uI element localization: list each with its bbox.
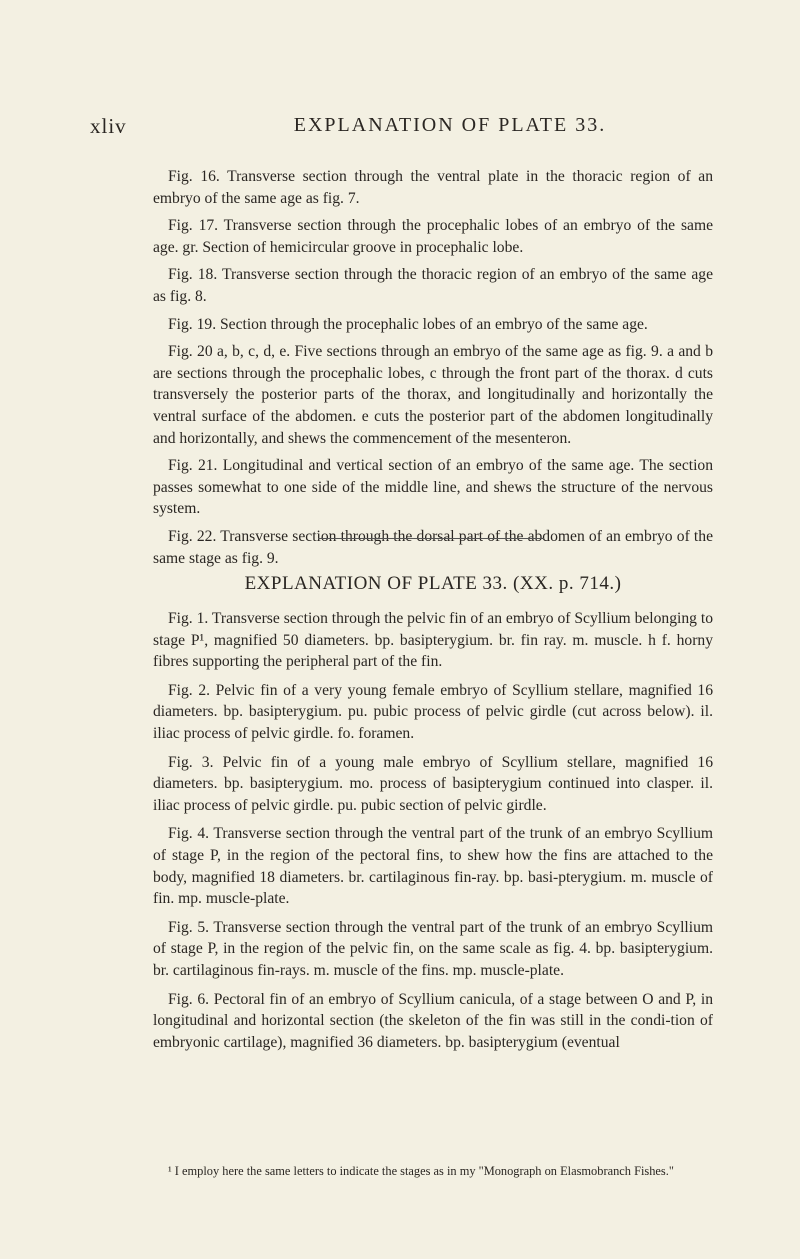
figure-caption: Fig. 5. Transverse section through the ventral part of the trunk of an embryo Scyllium of stage P, in the region of the pelvic fin, on the same scale as fig. 4. bp. basipterygium. br. cartilaginous fin-rays. m. muscle of the fins. mp. muscle-plate. <box>153 918 713 979</box>
page-number: xliv <box>90 114 127 138</box>
plate-33-figures <box>153 608 713 1060</box>
section-divider <box>318 538 544 539</box>
figure-caption: Fig. 17. Transverse section through the procephalic lobes of an embryo of the same age. gr. Section of hemicircular groove in procephalic lobe. <box>153 217 713 256</box>
figure-caption: Fig. 3. Pelvic fin of a young male embryo of Scyllium stellare, magnified 16 diameters. bp. basipterygium. mo. process of basipterygium continued into clasper. il. iliac process of pelvic girdle. pu. pubic section of pelvic girdle. <box>153 753 713 814</box>
figure-caption: Fig. 18. Transverse section through the thoracic region of an embryo of the same age as fig. 8. <box>153 266 713 305</box>
figure-caption: Fig. 22. Transverse section through the dorsal part of the abdomen of an embryo of the same stage as fig. 9. <box>153 527 713 567</box>
running-head <box>90 114 710 144</box>
section-title: EXPLANATION OF PLATE 33. (XX. p. 714.) <box>244 573 622 594</box>
figure-caption: Fig. 19. Section through the procephalic lobes of an embryo of the same age. <box>168 315 648 333</box>
previous-plate-figures <box>153 166 713 575</box>
running-title: EXPLANATION OF PLATE 33. <box>293 114 607 136</box>
figure-caption: Fig. 16. Transverse section through the ventral plate in the thoracic region of an embryo of the same age as fig. 7. <box>153 168 713 207</box>
figure-caption: Fig. 20 a, b, c, d, e. Five sections through an embryo of the same age as fig. 9. a and b are sections through the procephalic lobes, c through the front part of the thorax. d cuts transversely the posterior parts of the thorax, and longitudinally and horizontally the ventral surface of the abdomen. e cuts the posterior part of the abdomen longitudinally and horizontally, and shews the commencement of the mesenteron. <box>153 343 713 447</box>
figure-caption: Fig. 4. Transverse section through the ventral part of the trunk of an embryo Scyllium of stage P, in the region of the pectoral fins, to shew how the fins are attached to the body, magnified 18 diameters. br. cartilaginous fin-ray. bp. basi-pterygium. m. muscle of fin. mp. muscle-plate. <box>153 825 713 908</box>
footnote: ¹ I employ here the same letters to indicate the stages as in my "Monograph on Elasmobranch Fishes." <box>168 1164 674 1178</box>
figure-caption: Fig. 21. Longitudinal and vertical section of an embryo of the same age. The section passes somewhat to one side of the middle line, and shews the structure of the nervous system. <box>153 457 713 518</box>
figure-caption: Fig. 2. Pelvic fin of a very young female embryo of Scyllium stellare, magnified 16 diameters. bp. basipterygium. pu. pubic process of pelvic girdle (cut across below). il. iliac process of pelvic girdle. fo. foramen. <box>153 681 713 742</box>
figure-caption: Fig. 6. Pectoral fin of an embryo of Scyllium canicula, of a stage between O and P, in longitudinal and horizontal section (the skeleton of the fin was still in the condi-tion of embryonic cartilage), magnified 36 diameters. bp. basipterygium (eventual <box>153 990 713 1051</box>
figure-caption: Fig. 1. Transverse section through the pelvic fin of an embryo of Scyllium belonging to stage P¹, magnified 50 diameters. bp. basipterygium. br. fin ray. m. muscle. h f. horny fibres supporting the peripheral part of the fin. <box>153 610 713 671</box>
